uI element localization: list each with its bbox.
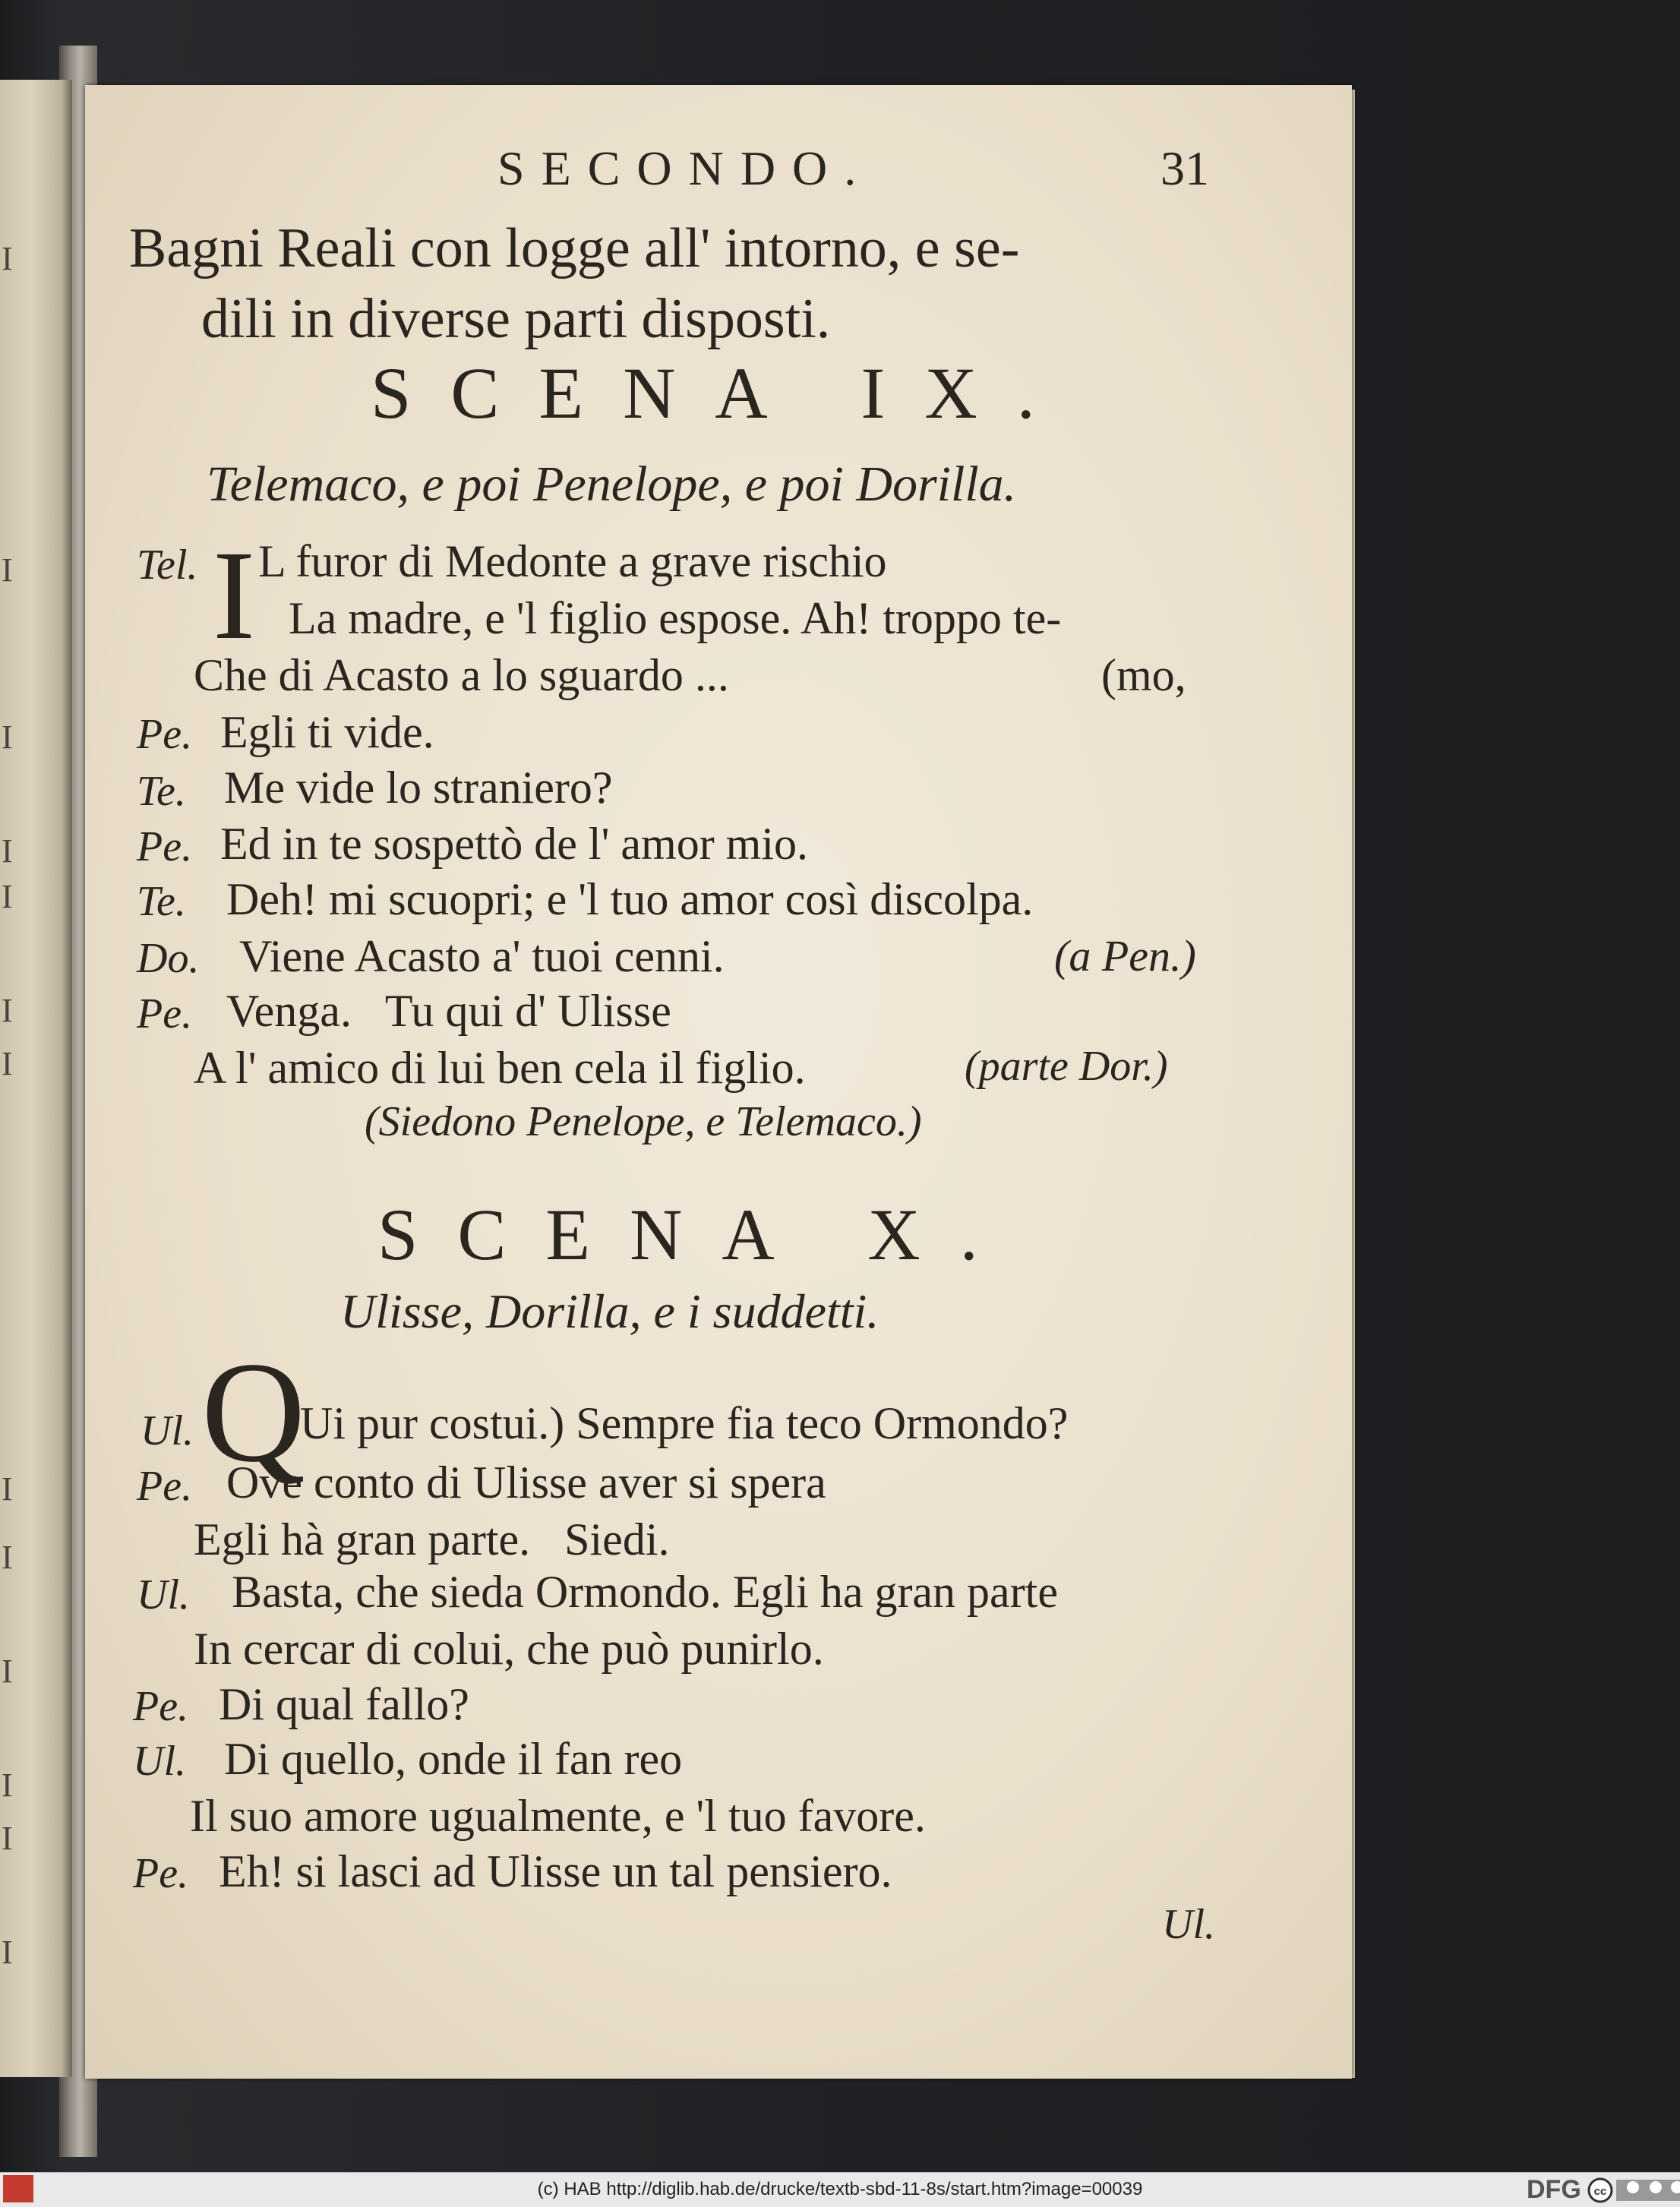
verse-line: Venga. Tu qui d' Ulisse xyxy=(226,986,671,1036)
verse-aside: (parte Dor.) xyxy=(965,1043,1168,1090)
verse-line: Me vide lo straniero? xyxy=(224,763,613,813)
speaker-label: Tel. xyxy=(137,541,198,589)
verse-line: In cercar di colui, che può punirlo. xyxy=(194,1624,824,1674)
speaker-label: Pe. xyxy=(137,711,193,758)
scene-10-heading: SCENA X. xyxy=(377,1194,1018,1275)
verse-line: Ove conto di Ulisse aver si spera xyxy=(226,1457,826,1508)
verse-line: Eh! si lasci ad Ulisse un tal pensiero. xyxy=(219,1846,892,1896)
verse-line: Ui pur costui.) Sempre fia teco Ormondo? xyxy=(300,1398,1069,1448)
speaker-label: Pe. xyxy=(133,1683,189,1730)
dfg-logo: DFG xyxy=(1527,2175,1581,2204)
speaker-label: Do. xyxy=(137,935,200,982)
speaker-label: Ul. xyxy=(137,1571,190,1618)
verse-aside: (a Pen.) xyxy=(1054,931,1196,980)
verse-aside: (mo, xyxy=(1101,650,1186,700)
speaker-label: Ul. xyxy=(141,1407,194,1454)
verse-line: Deh! mi scuopri; e 'l tuo amor così discolpa. xyxy=(226,874,1034,924)
stage-direction-line-1: Bagni Reali con logge all' intorno, e se- xyxy=(129,217,1020,279)
scene-9-heading: SCENA IX. xyxy=(371,352,1075,434)
copyright-link[interactable]: (c) HAB http://diglib.hab.de/drucke/textb-sbd-11-8s/start.htm?image=00039 xyxy=(537,2179,1143,2199)
drop-cap: Q xyxy=(201,1333,306,1492)
svg-text:cc: cc xyxy=(1593,2185,1607,2198)
verse-line: Egli hà gran parte. Siedi. xyxy=(194,1514,670,1564)
viewer-footer xyxy=(0,2172,1680,2207)
speaker-label: Pe. xyxy=(137,823,193,870)
scene-10-characters: Ulisse, Dorilla, e i suddetti. xyxy=(340,1284,879,1338)
speaker-label: Te. xyxy=(137,768,186,815)
viewer-marker-icon xyxy=(3,2175,33,2202)
verse-line: Di quello, onde il fan reo xyxy=(224,1734,683,1784)
verse-line: Egli ti vide. xyxy=(220,707,434,757)
speaker-label: Pe. xyxy=(133,1850,189,1897)
page-number: 31 xyxy=(1161,141,1209,195)
verse-line: Il suo amore ugualmente, e 'l tuo favore. xyxy=(190,1791,926,1841)
speaker-label: Ul. xyxy=(133,1738,186,1785)
speaker-label: Te. xyxy=(137,878,186,925)
facing-page-edge: I I I I I I I I I I I I I xyxy=(0,80,72,2077)
running-head-title: SECONDO. xyxy=(497,141,873,195)
verse-line: Ed in te sospettò de l' amor mio. xyxy=(220,819,809,869)
verse-line: Basta, che sieda Ormondo. Egli ha gran parte xyxy=(232,1567,1058,1617)
verse-line: L furor di Medonte a grave rischio xyxy=(258,536,887,586)
speaker-label: Pe. xyxy=(137,990,193,1037)
verse-line: Che di Acasto a lo sguardo ... xyxy=(194,650,729,700)
verse-line: Di qual fallo? xyxy=(219,1679,469,1729)
stage-direction-line-2: dili in diverse parti disposti. xyxy=(201,288,831,350)
creative-commons-icon xyxy=(1587,2177,1680,2203)
catchword: Ul. xyxy=(1162,1901,1215,1948)
verse-line: La madre, e 'l figlio espose. Ah! troppo te- xyxy=(289,593,1062,643)
scene-9-characters: Telemaco, e poi Penelope, e poi Dorilla. xyxy=(207,456,1017,512)
speaker-label: Pe. xyxy=(137,1463,193,1510)
verse-line: A l' amico di lui ben cela il figlio. xyxy=(194,1043,806,1093)
verse-line: Viene Acasto a' tuoi cenni. xyxy=(239,931,725,981)
drop-cap: I xyxy=(213,525,255,666)
scene-9-closing-direction: (Siedono Penelope, e Telemaco.) xyxy=(365,1098,922,1145)
